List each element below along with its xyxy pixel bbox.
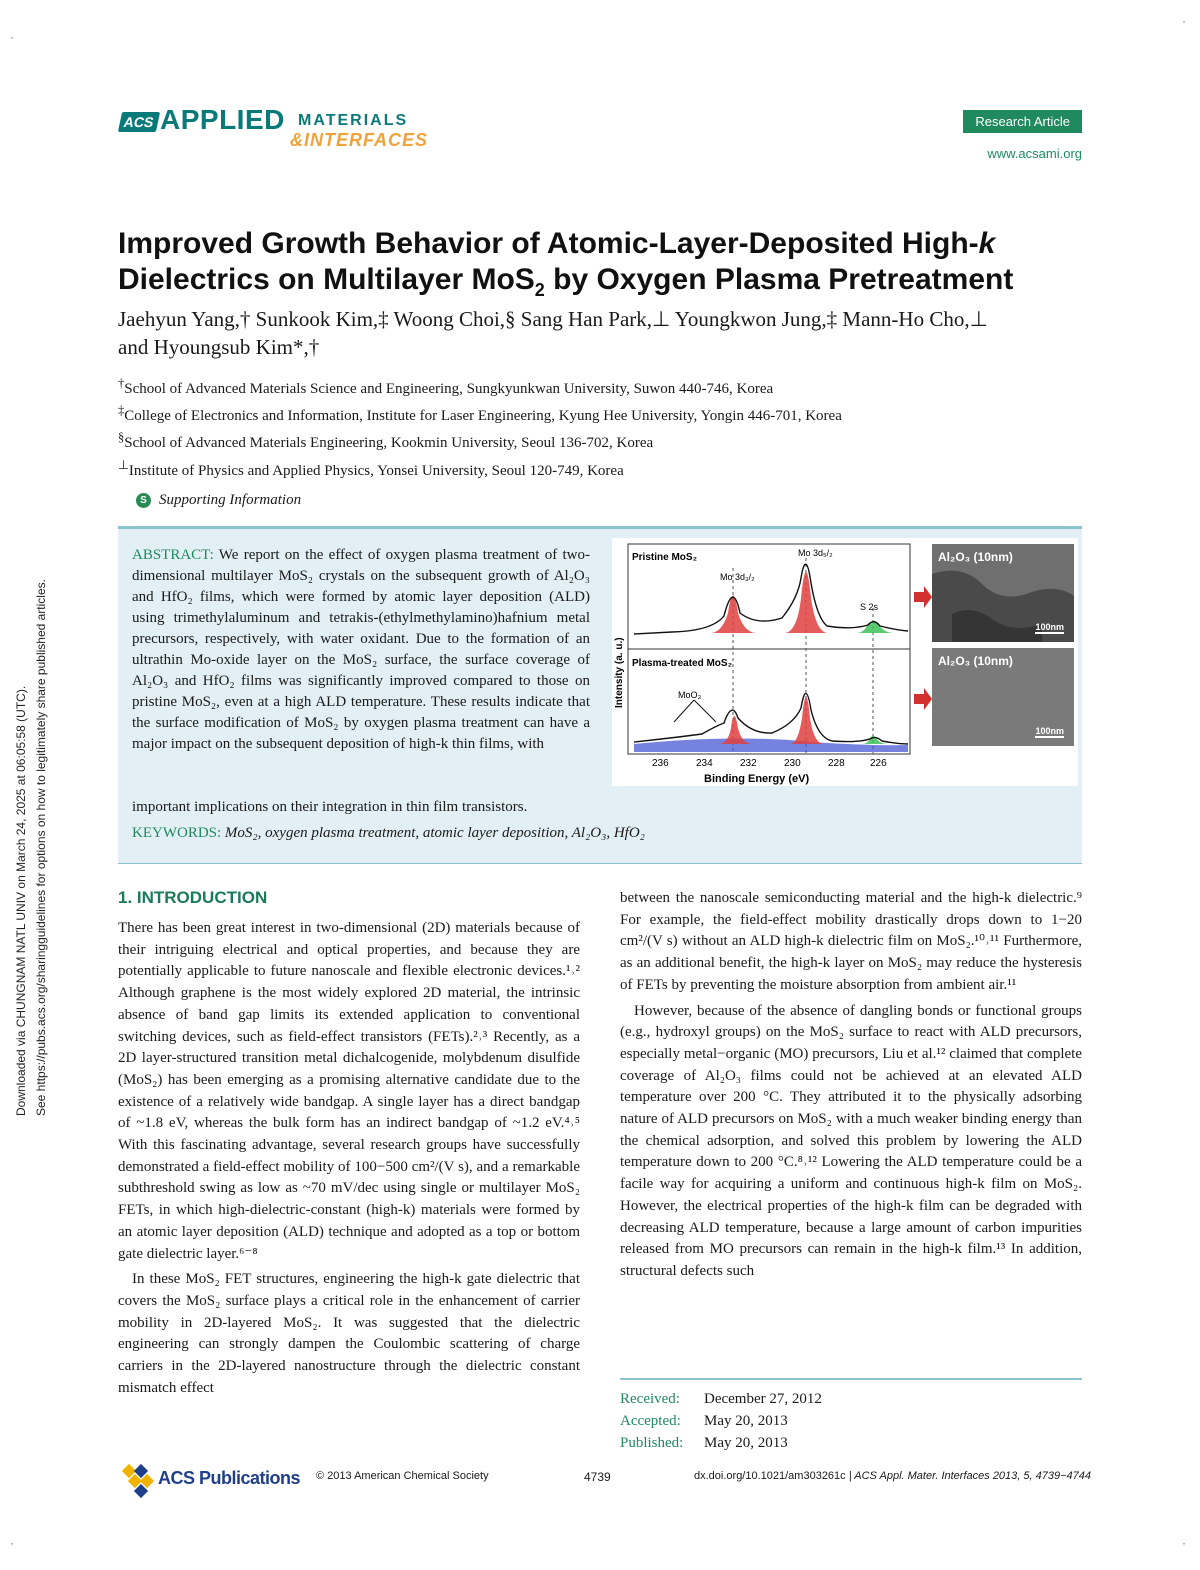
scale-bar: 100nm (1035, 622, 1064, 632)
x-tick: 226 (870, 758, 887, 769)
journal-logo[interactable] (120, 104, 450, 152)
affiliation-mark: ⊥ (118, 458, 129, 472)
panel-label-plasma: Plasma-treated MoS₂ (632, 658, 733, 669)
abstract-text: We report on the effect of oxygen plasma treatment of two-dimensional multilayer MoS₂ crystals on the subsequent growth of Al₂O₃ and HfO₂ films, which were formed by atomic layer deposition (ALD) using trimethylaluminum and tetrakis-(ethylmethylamino)hafnium metal precursors, respectively, with water oxidant. Due to the formation of an ultrathin Mo-oxide layer on the MoS₂ surface, the surface coverage of Al₂O₃ and HfO₂ films was significantly improved compared to those on pristine MoS₂, even at a high ALD temperature. These results indicate that the surface modification of MoS₂ by oxygen plasma treatment can have a major impact on the subsequent deposition of high-k thin films, with (132, 547, 590, 752)
affiliation-mark: † (118, 376, 125, 390)
paragraph: There has been great interest in two-dimensional (2D) materials because of their intriguing electrical and optical properties, and because they are potentially applicable to future nanoscale and flexible electronic devices.¹˒² Although graphene is the most widely explored 2D material, the intrinsic absence of band gap limits its extended application to conventional switching devices, such as field-effect transistors (FETs).²˒³ Recently, as a 2D layer-structured transition metal dichalcogenide, molybdenum disulfide (MoS₂) has been emerging as a promising alternative candidate due to the existence of a relatively wide bandgap. A single layer has a direct bandgap of ~1.8 eV, whereas the bulk form has an indirect bandgap of ~1.2 eV.⁴˒⁵ With this fascinating advantage, several research groups have successfully demonstrated a field-effect mobility of 100−500 cm²/(V s), and a remarkable subthreshold swing as low as ~70 mV/dec using single or multilayer MoS₂ FETs, in which high-dielectric-constant (high-k) materials were formed by an atomic layer deposition (ALD) technique and adopted as a top or bottom gate dielectric layer.⁶⁻⁸ (118, 920, 580, 1262)
paragraph: between the nanoscale semiconducting material and the high-k dielectric.⁹ For example, the field-effect mobility drastically drops down to 1−20 cm²/(V s) without an ALD high-k dielectric film on MoS₂.¹⁰˒¹¹ Furthermore, as an additional benefit, the high-k layer on MoS₂ may reduce the hysteresis of FETs by preventing the moisture absorption from ambient air.¹¹ (620, 890, 1082, 993)
title-line1: Improved Growth Behavior of Atomic-Layer-Deposited High- (118, 227, 979, 260)
date-row (620, 1432, 1082, 1454)
doi-link[interactable]: dx.doi.org/10.1021/am303261c (694, 1470, 846, 1482)
publisher-name: ACS Publications (158, 1468, 301, 1488)
affiliation-text: College of Electronics and Information, Institute for Laser Engineering, Kyung Hee University, Yongin 446-701, Korea (124, 408, 842, 424)
supporting-info-label: Supporting Information (159, 492, 302, 508)
download-notice (14, 476, 56, 1116)
keywords-label: KEYWORDS: (132, 825, 222, 841)
date-key: Accepted: (620, 1413, 681, 1429)
scale-bar: 100nm (1035, 726, 1064, 736)
affiliation-mark: ‡ (118, 403, 125, 417)
publication-dates (620, 1378, 1082, 1454)
sem-label: Al₂O₃ (10nm) (938, 654, 1013, 668)
corner-mark: · (10, 1536, 14, 1550)
x-axis-label: Binding Energy (eV) (704, 773, 810, 785)
paper-title (118, 226, 1078, 308)
affiliation-mark: § (118, 430, 125, 444)
date-value: May 20, 2013 (704, 1413, 788, 1429)
acs-publications-logo[interactable] (118, 1462, 304, 1494)
paragraph: In these MoS₂ FET structures, engineering the high-k gate dielectric that covers the MoS₂ surface plays a critical role in the enhancement of carrier mobility in 2D-layered MoS₂. It was suggested that the dielectric engineering can strongly dampen the Coulombic scattering of charge carriers in the 2D-layered nanostructure through the dielectric constant mismatch effect (118, 1271, 580, 1396)
x-tick: 234 (696, 758, 713, 769)
right-column (620, 888, 1082, 1283)
affiliation-text: School of Advanced Materials Science and Engineering, Sungkyunkwan University, Suwon 440-746, Korea (124, 381, 774, 397)
corner-mark: · (10, 30, 14, 44)
journal-url-link[interactable]: www.acsami.org (987, 146, 1082, 161)
affiliation-text: School of Advanced Materials Engineering, Kookmin University, Seoul 136-702, Korea (124, 435, 654, 451)
affiliation (118, 457, 624, 480)
abstract-body (132, 545, 590, 755)
sem-image-plasma (932, 648, 1074, 746)
logo-applied: APPLIED (160, 104, 285, 135)
x-tick: 236 (652, 758, 669, 769)
copyright: © 2013 American Chemical Society (316, 1470, 489, 1482)
corner-mark: · (1182, 1536, 1186, 1550)
affiliation (118, 376, 773, 398)
citation: | ACS Appl. Mater. Interfaces 2013, 5, 4739−4744 (848, 1470, 1091, 1482)
paragraph: However, because of the absence of dangling bonds or functional groups (e.g., hydroxyl groups) on the MoS₂ surface to react with ALD precursors, especially metal−organic (MO) precursors, Liu et al.¹² claimed that complete coverage of Al₂O₃ films could not be achieved at an elevated ALD temperature over 200 °C. They attributed it to the physically adsorbing nature of ALD precursors on MoS₂ with a much weaker binding energy than the chemical adsorption, and solved this problem by lowering the ALD temperature down to 200 °C.⁸˒¹² Lowering the ALD temperature could be a facile way for acquiring a uniform and continuous high-k film on MoS₂. However, the electrical properties of the high-k film can be degraded with decreasing ALD temperature, because a large amount of carbon impurities released from MO precursors can remain in the high-k film.¹³ In addition, structural defects such (620, 1002, 1082, 1279)
arrow-right-icon (914, 586, 932, 608)
peak-label-s2s: S 2s (860, 602, 879, 612)
affiliation-text: Institute of Physics and Applied Physics, Yonsei University, Seoul 120-749, Korea (128, 463, 624, 479)
keywords-text: MoS₂, oxygen plasma treatment, atomic layer deposition, Al₂O₃, HfO₂ (224, 825, 645, 841)
doi-citation (694, 1470, 1091, 1482)
sem-label: Al₂O₃ (10nm) (938, 550, 1013, 564)
logo-interfaces: &INTERFACES (290, 130, 429, 150)
title-line2a: Dielectrics on Multilayer MoS (118, 263, 535, 296)
author-list (118, 305, 1078, 361)
peak-label-moo3: MoO₃ (678, 690, 702, 700)
abstract-label: ABSTRACT: (132, 547, 214, 563)
download-notice-line2: See https://pubs.acs.org/sharingguidelines for options on how to legitimately share published articles. (34, 579, 48, 1116)
x-tick: 230 (784, 758, 801, 769)
toc-figure (612, 538, 1078, 786)
y-axis-label: Intensity (a. u.) (614, 637, 625, 708)
sem-image-pristine (932, 544, 1074, 642)
title-sub: 2 (534, 280, 545, 300)
x-ticks (652, 758, 887, 769)
acs-logo-mark: ACS (118, 112, 160, 132)
date-value: May 20, 2013 (704, 1435, 788, 1451)
date-key: Received: (620, 1391, 680, 1407)
supporting-information-link[interactable] (136, 492, 301, 509)
peak-label-mo3d52: Mo 3d₅/₂ (798, 548, 833, 558)
article-type-badge: Research Article (963, 110, 1082, 133)
title-k: k (978, 227, 996, 260)
corner-mark: · (1182, 14, 1186, 28)
peak-label-mo3d32: Mo 3d₃/₂ (720, 572, 755, 582)
x-tick: 232 (740, 758, 757, 769)
affiliation (118, 430, 653, 452)
page-number: 4739 (584, 1470, 611, 1484)
date-value: December 27, 2012 (704, 1391, 822, 1407)
date-row (620, 1410, 1082, 1432)
abstract-last-line: important implications on their integration in thin film transistors. (132, 799, 528, 815)
panel-label-pristine: Pristine MoS₂ (632, 552, 698, 563)
affiliation (118, 403, 842, 425)
download-notice-line1: Downloaded via CHUNGNAM NATL UNIV on March 24, 2025 at 06:05:58 (UTC). (14, 685, 28, 1116)
x-tick: 228 (828, 758, 845, 769)
section-heading: 1. INTRODUCTION (118, 888, 268, 907)
date-row (620, 1388, 1082, 1410)
authors-line1: Jaehyun Yang,† Sunkook Kim,‡ Woong Choi,§ Sang Han Park,⊥ Youngkwon Jung,‡ Mann-Ho Cho,⊥ (118, 307, 988, 331)
title-line2b: by Oxygen Plasma Pretreatment (544, 263, 1014, 296)
supporting-info-icon: S (136, 493, 151, 508)
xps-spectra (612, 538, 912, 786)
authors-line2: and Hyoungsub Kim*,† (118, 335, 320, 359)
date-key: Published: (620, 1435, 684, 1451)
arrow-right-icon (914, 688, 932, 710)
left-column (118, 918, 580, 1399)
logo-materials: MATERIALS (298, 112, 409, 129)
keywords (132, 823, 1072, 844)
